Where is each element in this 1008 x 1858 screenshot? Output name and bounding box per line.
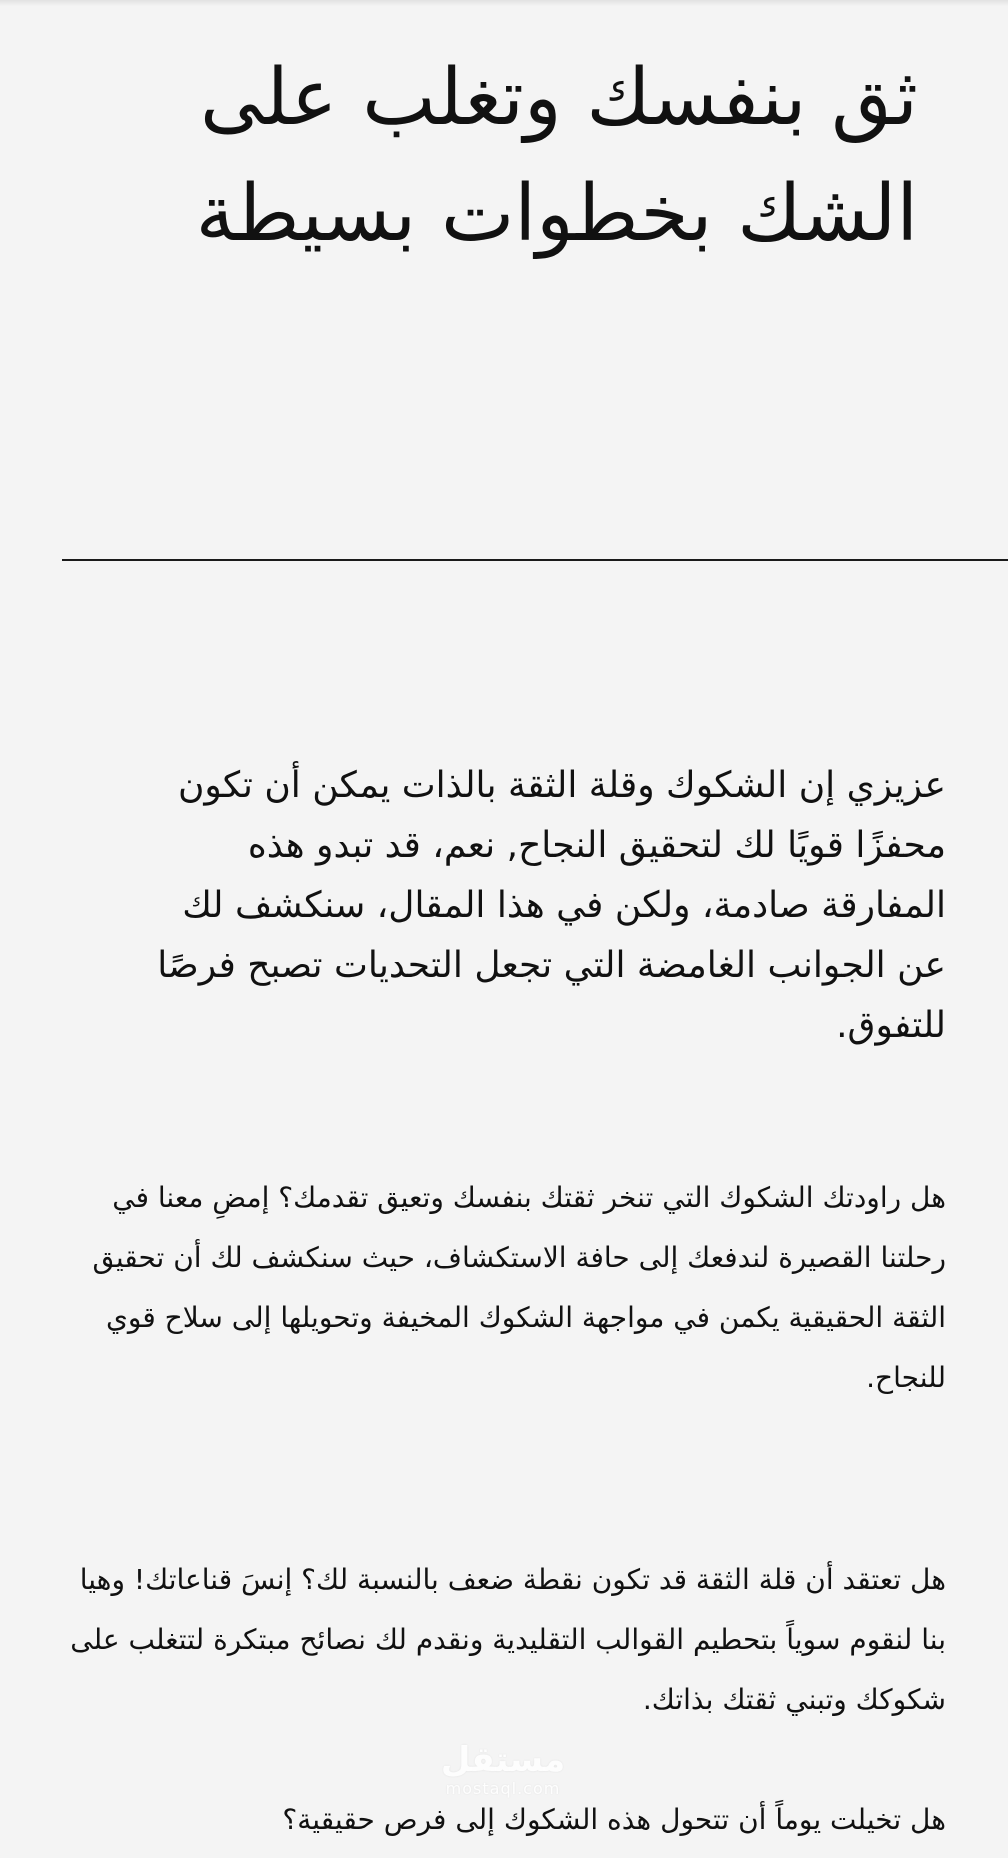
title-divider (62, 559, 1008, 561)
article-intro: عزيزي إن الشكوك وقلة الثقة بالذات يمكن أن تكون محفزًا قويًا لك لتحقيق النجاح, نعم، قد تبدو هذه المفارقة صادمة، ولكن في هذا المقال، سنكشف لك عن الجوانب الغامضة التي تجعل التحديات تصبح فرصًا للتفوق. (157, 765, 946, 1046)
watermark-arabic: مستقل (440, 1740, 566, 1780)
watermark-latin: mostaql.com (445, 1779, 561, 1798)
article-title: ثق بنفسك وتغلب على الشك بخطوات بسيطة (195, 53, 918, 259)
article-paragraph-3: هل تخيلت يوماً أن تتحول هذه الشكوك إلى فرص حقيقية؟ (282, 1803, 946, 1836)
article-paragraph-2: هل تعتقد أن قلة الثقة قد تكون نقطة ضعف بالنسبة لك؟ إنسَ قناعاتك! وهيا بنا لنقوم سوياً بتحطيم القوالب التقليدية ونقدم لك نصائح مبتكرة لتتغلب على شكوكك وتبني ثقتك بذاتك. (70, 1563, 946, 1716)
article-paragraph-1: هل راودتك الشكوك التي تنخر ثقتك بنفسك وتعيق تقدمك؟ إمضِ معنا في رحلتنا القصيرة لندفعك إلى حافة الاستكشاف، حيث سنكشف لك أن تحقيق الثقة الحقيقية يكمن في مواجهة الشكوك المخيفة وتحويلها إلى سلاح قوي للنجاح. (92, 1181, 946, 1394)
